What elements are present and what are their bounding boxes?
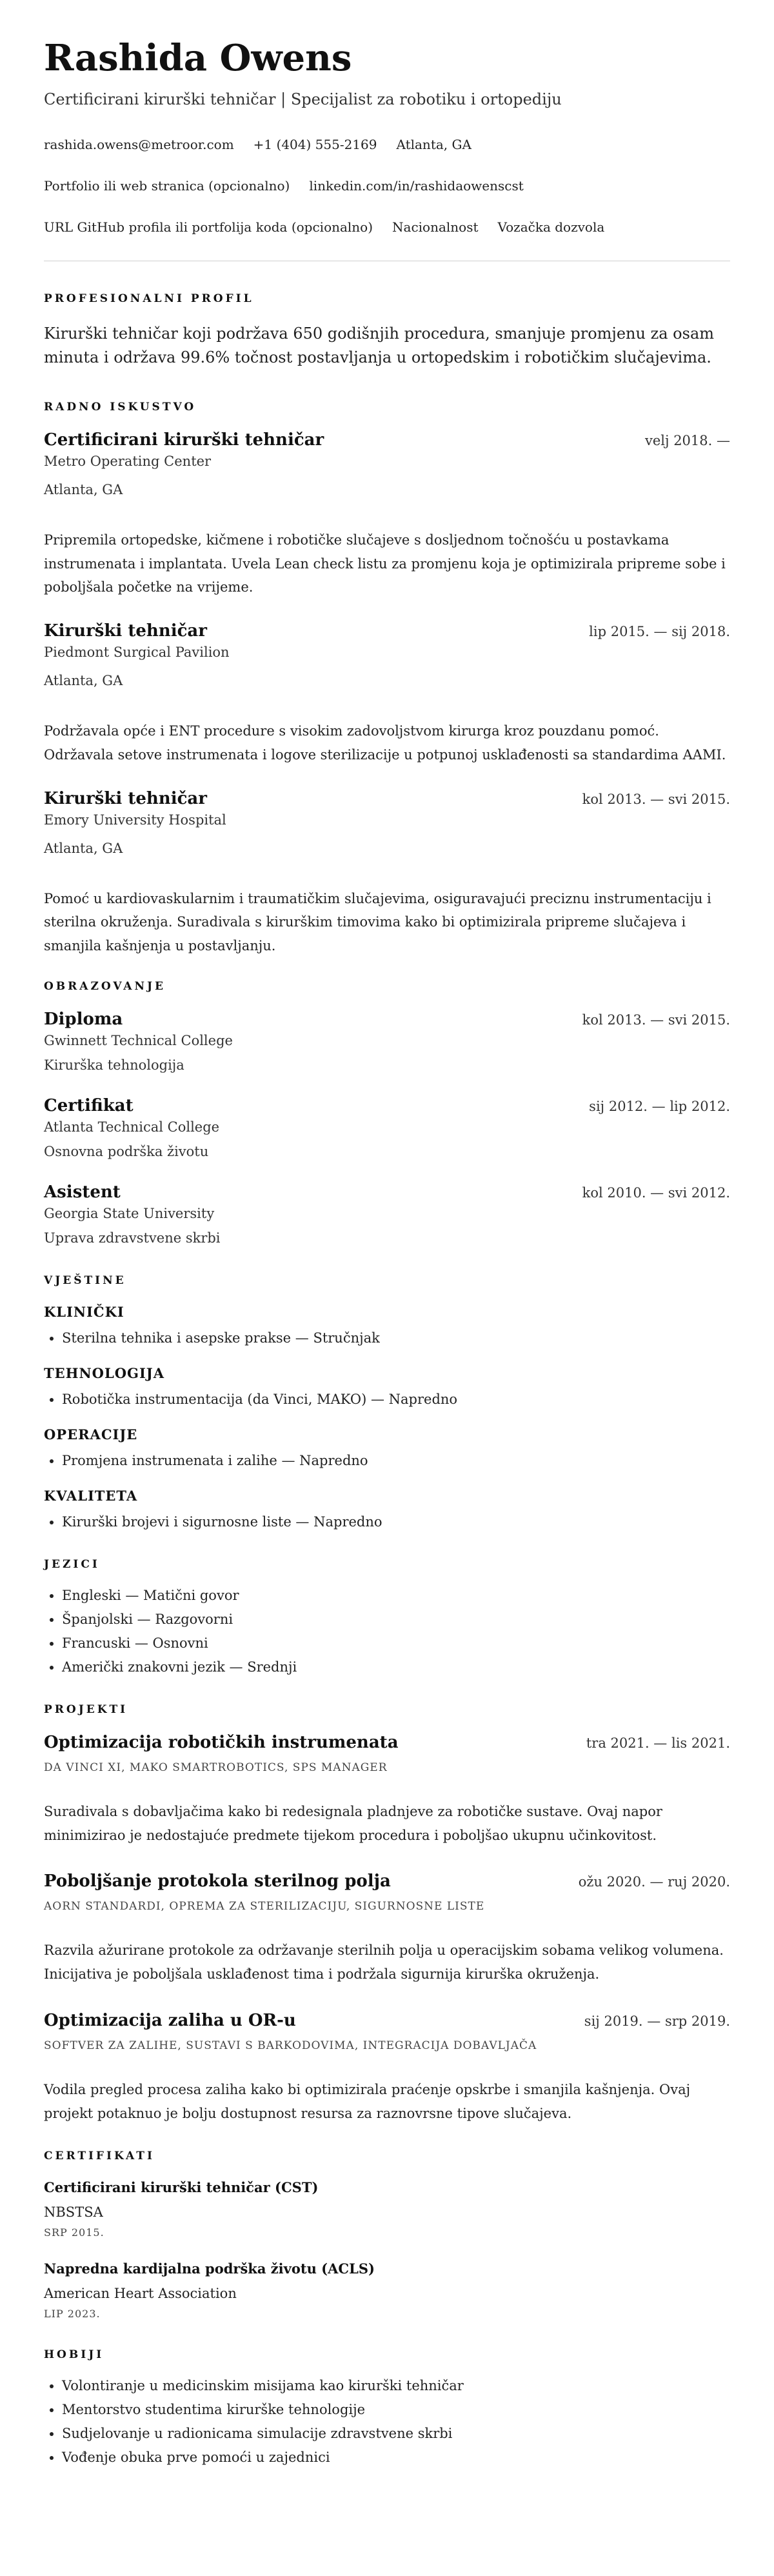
education-item [44, 1096, 730, 1159]
job-location: Atlanta, GA [44, 840, 123, 856]
experience-item [44, 430, 730, 599]
github-link[interactable]: URL GitHub profila ili portfolija koda (opcionalno) [44, 219, 373, 235]
hobbies-heading: HOBIJI [44, 2348, 104, 2362]
job-location: Atlanta, GA [44, 673, 123, 689]
certificate-issuer: NBSTSA [44, 2204, 103, 2221]
field-of-study: Osnovna podrška životu [44, 1143, 209, 1159]
certificate-date: SRP 2015. [44, 2226, 104, 2239]
job-location: Atlanta, GA [44, 481, 123, 497]
project-date: tra 2021. — lis 2021. [586, 1735, 730, 1751]
language-item: • Engleski — Matični govor [62, 1588, 730, 1603]
language-item: • Španjolski — Razgovorni [62, 1612, 730, 1627]
skill-item: • Kirurški brojevi i sigurnosne liste — Napredno [62, 1514, 730, 1530]
education-date: kol 2013. — svi 2015. [582, 1012, 730, 1028]
degree-title: Certifikat [44, 1095, 134, 1115]
portfolio-link[interactable]: Portfolio ili web stranica (opcionalno) [44, 177, 290, 194]
experience-heading: RADNO ISKUSTVO [44, 400, 197, 414]
language-item: • Američki znakovni jezik — Srednji [62, 1659, 730, 1675]
skill-category: OPERACIJE [44, 1426, 138, 1443]
field-of-study: Uprava zdravstvene skrbi [44, 1230, 221, 1246]
project-description: Vodila pregled procesa zaliha kako bi optimizirala praćenje opskrbe i smanjila kašnjenja. Ovaj projekt potaknuo je bolju dostupnost resursa za raznovrsne tipove slučajeva. [44, 2081, 691, 2121]
school-name: Atlanta Technical College [44, 1119, 220, 1135]
hobby-list [44, 2378, 730, 2465]
field-of-study: Kirurška tehnologija [44, 1057, 184, 1073]
project-item [44, 1733, 730, 1848]
job-title: Kirurški tehničar [44, 788, 207, 808]
school-name: Gwinnett Technical College [44, 1032, 233, 1048]
degree-title: Diploma [44, 1009, 123, 1029]
project-description: Suradivala s dobavljačima kako bi redesignala pladnjeve za robotičke sustave. Ovaj napor minimizirao je nedostajuće predmete tijekom procedura i poboljšao ukupnu učinkovitost. [44, 1803, 662, 1843]
projects-section [44, 1703, 730, 2126]
hobby-item: • Vođenje obuka prve pomoći u zajednici [62, 2450, 730, 2465]
linkedin-link[interactable]: linkedin.com/in/rashidaowenscst [309, 177, 524, 194]
candidate-name: Rashida Owens [44, 37, 352, 79]
hobbies-section [44, 2348, 730, 2465]
language-list [44, 1588, 730, 1675]
drivers-license-text: Vozačka dozvola [497, 219, 605, 235]
project-date: sij 2019. — srp 2019. [584, 2013, 730, 2029]
experience-item [44, 621, 730, 767]
education-item [44, 1010, 730, 1073]
skill-item: • Promjena instrumenata i zalihe — Napredno [62, 1453, 730, 1468]
job-date: velj 2018. — [645, 432, 730, 448]
education-date: kol 2010. — svi 2012. [582, 1184, 730, 1201]
project-name: Optimizacija zaliha u OR-u [44, 2010, 296, 2030]
skill-list [44, 1392, 730, 1407]
profile-summary: Kirurški tehničar koji podržava 650 godišnjih procedura, smanjuje promjenu za osam minuta i održava 99.6% točnost postavljanja u ortopedskim i robotičkim slučajevima. [44, 324, 715, 366]
project-date: ožu 2020. — ruj 2020. [578, 1874, 730, 1890]
experience-item [44, 789, 730, 958]
job-description: Pripremila ortopedske, kičmene i robotičke slučajeve s dosljednom točnošću u postavkama instrumenata i implantata. Uvela Lean check listu za promjenu koja je optimizirala pripreme sobe i poboljšala početke na vrijeme. [44, 532, 726, 595]
education-item [44, 1183, 730, 1246]
skill-item: • Sterilna tehnika i asepske prakse — Stručnjak [62, 1330, 730, 1346]
degree-title: Asistent [44, 1182, 121, 1202]
education-date: sij 2012. — lip 2012. [589, 1098, 730, 1114]
candidate-headline: Certificirani kirurški tehničar | Specijalist za robotiku i ortopediju [44, 90, 562, 108]
job-description: Podržavala opće i ENT procedure s visokim zadovoljstvom kirurga kroz pouzdanu pomoć. Održavala setove instrumenata i logove sterilizacije u potpunoj usklađenosti sa standardima AAMI. [44, 723, 726, 763]
education-heading: OBRAZOVANJE [44, 979, 166, 993]
certificate-name: Napredna kardijalna podrška životu (ACLS) [44, 2261, 375, 2277]
location-text: Atlanta, GA [396, 136, 471, 152]
project-tech: SOFTVER ZA ZALIHE, SUSTAVI S BARKODOVIMA, INTEGRACIJA DOBAVLJAČA [44, 2039, 537, 2052]
skill-list [44, 1514, 730, 1530]
job-company: Metro Operating Center [44, 453, 212, 469]
certificates-section [44, 2150, 730, 2320]
job-company: Emory University Hospital [44, 812, 226, 828]
certificate-issuer: American Heart Association [44, 2286, 237, 2302]
certificates-heading: CERTIFIKATI [44, 2150, 155, 2163]
school-name: Georgia State University [44, 1205, 215, 1221]
job-company: Piedmont Surgical Pavilion [44, 644, 230, 661]
certificate-item [44, 2261, 730, 2320]
certificate-name: Certificirani kirurški tehničar (CST) [44, 2179, 319, 2196]
skill-category: KLINIČKI [44, 1303, 124, 1320]
languages-heading: JEZICI [44, 1557, 100, 1571]
project-name: Optimizacija robotičkih instrumenata [44, 1732, 399, 1752]
certificate-item [44, 2179, 730, 2239]
nationality-text: Nacionalnost [392, 219, 479, 235]
profile-heading: PROFESIONALNI PROFIL [44, 292, 254, 305]
phone-number[interactable]: +1 (404) 555-2169 [253, 136, 377, 152]
skill-category: KVALITETA [44, 1487, 138, 1504]
email-link[interactable]: rashida.owens@metroor.com [44, 136, 234, 152]
education-section [44, 980, 730, 1246]
job-title: Certificirani kirurški tehničar [44, 430, 324, 450]
skills-section [44, 1274, 730, 1530]
project-description: Razvila ažurirane protokole za održavanje sterilnih polja u operacijskim sobama velikog volumena. Inicijativa je poboljšala usklađenost tima i podržala sigurnija kirurška okruženja. [44, 1942, 724, 1982]
skill-list [44, 1453, 730, 1468]
skill-item: • Robotička instrumentacija (da Vinci, MAKO) — Napredno [62, 1392, 730, 1407]
job-date: lip 2015. — sij 2018. [589, 624, 730, 640]
skills-heading: VJEŠTINE [44, 1273, 126, 1287]
projects-heading: PROJEKTI [44, 1702, 128, 1716]
experience-list [44, 430, 730, 958]
project-tech: AORN STANDARDI, OPREMA ZA STERILIZACIJU, SIGURNOSNE LISTE [44, 1900, 485, 1913]
contact-row-2 [44, 178, 730, 194]
language-item: • Francuski — Osnovni [62, 1635, 730, 1651]
skill-category: TEHNOLOGIJA [44, 1364, 165, 1381]
contact-row-1 [44, 137, 730, 152]
job-description: Pomoć u kardiovaskularnim i traumatičkim slučajevima, osiguravajući preciznu instrumentaciju i sterilna okruženja. Suradivala s kirurškim timovima kako bi optimizirala pripreme slučajeva i smanjila kašnjenja u postavljanju. [44, 890, 711, 954]
project-name: Poboljšanje protokola sterilnog polja [44, 1872, 391, 1892]
project-tech: DA VINCI XI, MAKO SMARTROBOTICS, SPS MANAGER [44, 1761, 388, 1774]
hobby-item: • Mentorstvo studentima kirurške tehnologije [62, 2402, 730, 2417]
hobby-item: • Sudjelovanje u radionicama simulacije zdravstvene skrbi [62, 2426, 730, 2441]
project-item [44, 1872, 730, 1986]
certificate-date: LIP 2023. [44, 2308, 101, 2321]
job-title: Kirurški tehničar [44, 621, 207, 641]
skill-list [44, 1330, 730, 1346]
job-date: kol 2013. — svi 2015. [582, 791, 730, 807]
hobby-item: • Volontiranje u medicinskim misijama kao kirurški tehničar [62, 2378, 730, 2393]
project-item [44, 2011, 730, 2126]
languages-section [44, 1558, 730, 1675]
contact-row-3 [44, 219, 730, 235]
